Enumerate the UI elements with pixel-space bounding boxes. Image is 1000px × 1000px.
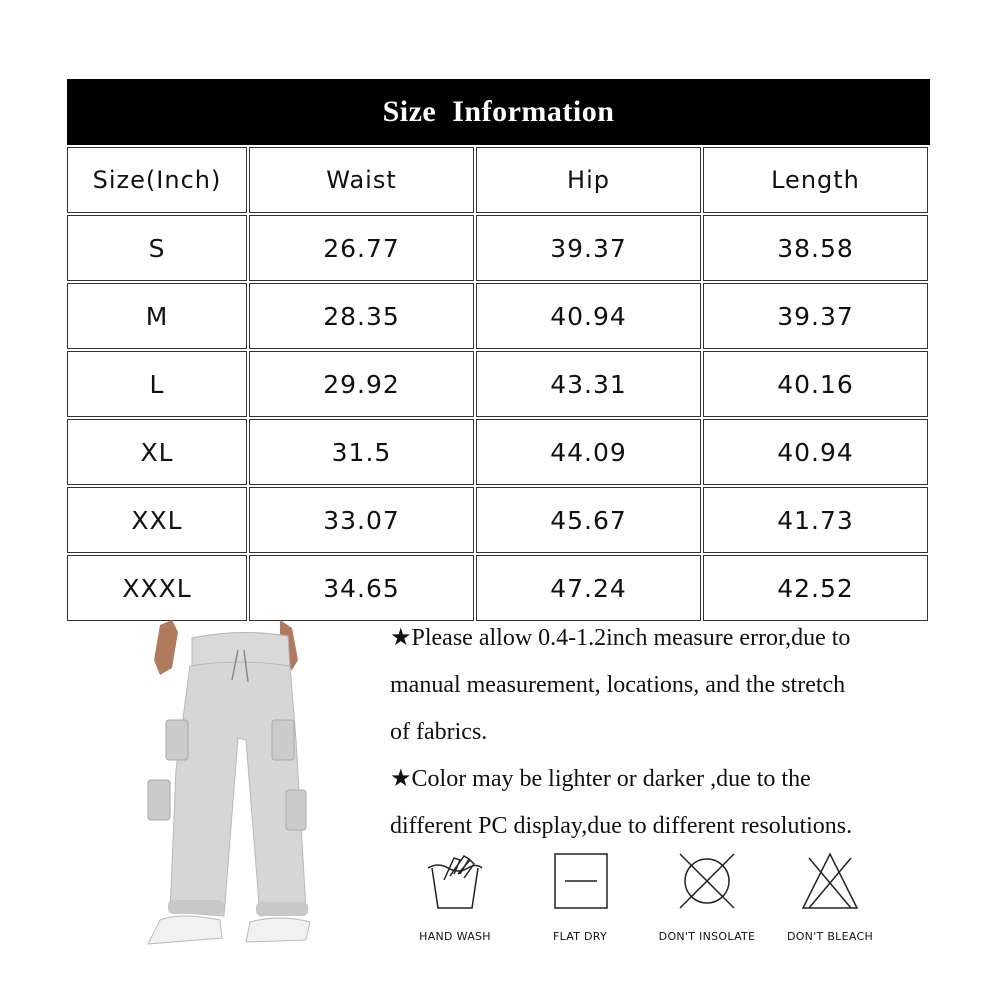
table-row bbox=[67, 419, 928, 485]
notes bbox=[390, 615, 950, 850]
note-line: ★Please allow 0.4-1.2inch measure error,due to bbox=[390, 625, 851, 651]
size-cell: S bbox=[67, 215, 247, 281]
hip-cell: 47.24 bbox=[476, 555, 701, 621]
title-text: Size Information bbox=[382, 95, 615, 128]
size-cell: XL bbox=[67, 419, 247, 485]
hip-cell: 40.94 bbox=[476, 283, 701, 349]
size-chart-title bbox=[67, 79, 930, 145]
table-row bbox=[67, 283, 928, 349]
note-line: ★Color may be lighter or darker ,due to the bbox=[390, 766, 811, 792]
waist-cell: 31.5 bbox=[249, 419, 474, 485]
hip-cell: 39.37 bbox=[476, 215, 701, 281]
length-cell: 42.52 bbox=[703, 555, 928, 621]
header-length: Length bbox=[703, 147, 928, 213]
care-item-flat-dry bbox=[525, 850, 635, 943]
note-line: manual measurement, locations, and the stretch bbox=[390, 672, 846, 698]
length-cell: 39.37 bbox=[703, 283, 928, 349]
product-image bbox=[120, 620, 320, 950]
size-table bbox=[65, 145, 930, 623]
flat-dry-icon bbox=[545, 850, 615, 912]
waist-cell: 26.77 bbox=[249, 215, 474, 281]
table-row bbox=[67, 555, 928, 621]
length-cell: 40.94 bbox=[703, 419, 928, 485]
length-cell: 40.16 bbox=[703, 351, 928, 417]
hand-wash-icon bbox=[420, 850, 490, 912]
hip-cell: 43.31 bbox=[476, 351, 701, 417]
care-item-dont-bleach bbox=[775, 850, 885, 943]
waist-cell: 34.65 bbox=[249, 555, 474, 621]
size-cell: M bbox=[67, 283, 247, 349]
waist-cell: 28.35 bbox=[249, 283, 474, 349]
table-row bbox=[67, 487, 928, 553]
note-line: different PC display,due to different resolutions. bbox=[390, 813, 853, 839]
waist-cell: 29.92 bbox=[249, 351, 474, 417]
care-item-dont-insolate bbox=[652, 850, 762, 943]
size-cell: L bbox=[67, 351, 247, 417]
dont-insolate-icon bbox=[672, 850, 742, 912]
care-item-hand-wash bbox=[400, 850, 510, 943]
table-row bbox=[67, 351, 928, 417]
hip-cell: 44.09 bbox=[476, 419, 701, 485]
cargo-pants-illustration bbox=[120, 620, 320, 950]
note-line: of fabrics. bbox=[390, 719, 488, 745]
size-cell: XXXL bbox=[67, 555, 247, 621]
length-cell: 38.58 bbox=[703, 215, 928, 281]
hip-cell: 45.67 bbox=[476, 487, 701, 553]
header-size: Size(Inch) bbox=[67, 147, 247, 213]
care-label: DON'T INSOLATE bbox=[658, 930, 756, 943]
waist-cell: 33.07 bbox=[249, 487, 474, 553]
header-hip: Hip bbox=[476, 147, 701, 213]
header-row bbox=[67, 147, 928, 213]
dont-bleach-icon bbox=[795, 850, 865, 912]
care-label: DON'T BLEACH bbox=[786, 930, 874, 943]
size-cell: XXL bbox=[67, 487, 247, 553]
care-instructions bbox=[400, 850, 900, 950]
header-waist: Waist bbox=[249, 147, 474, 213]
table-row bbox=[67, 215, 928, 281]
care-label: FLAT DRY bbox=[552, 930, 608, 943]
size-chart bbox=[67, 79, 930, 623]
length-cell: 41.73 bbox=[703, 487, 928, 553]
care-label: HAND WASH bbox=[419, 930, 491, 943]
